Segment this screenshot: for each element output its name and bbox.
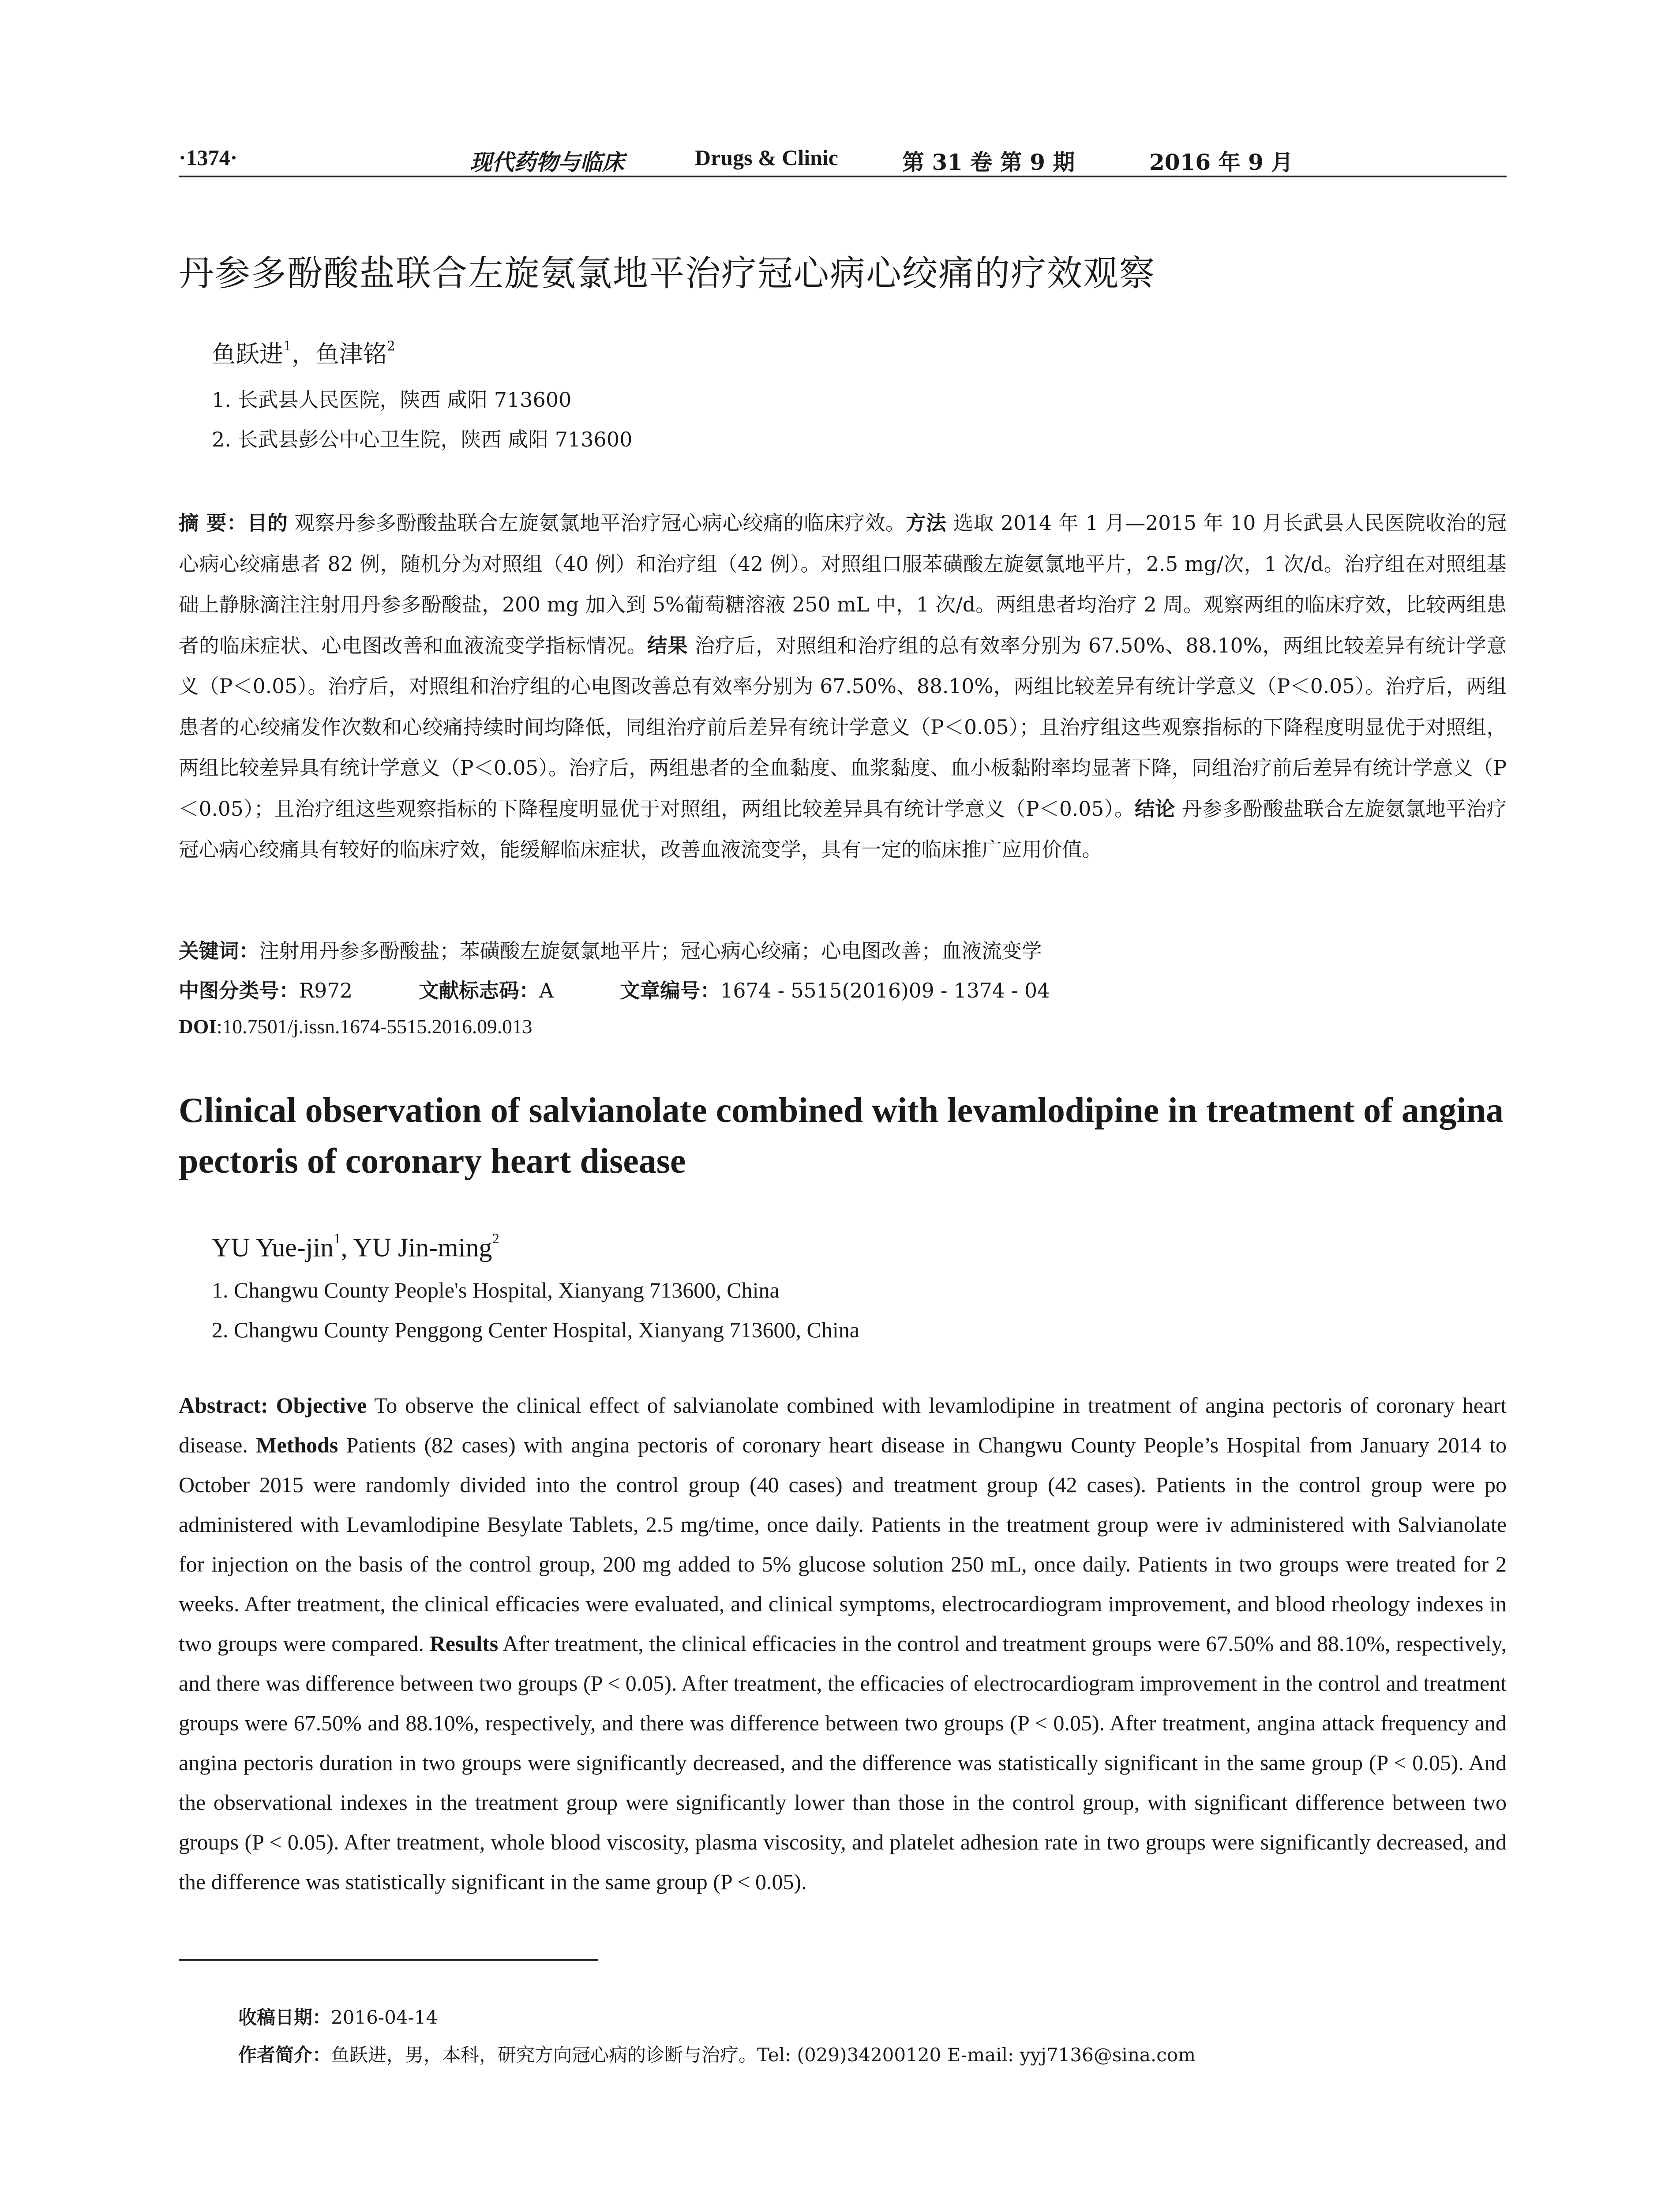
methods-label: Methods — [256, 1433, 338, 1457]
results-text: 治疗后，对照组和治疗组的总有效率分别为 67.50%、88.10%，两组比较差异有统计学意义（P＜0.05）。治疗后，对照组和治疗组的心电图改善总有效率分别为 67.50%、88.10%，两组比较差异有统计学意义（P＜0.05）。治疗后，两组患者的心绞痛发作次数和心绞痛持续时间均降低，同组治疗前后差异有统计学意义（P＜0.05）；且治疗组这些观察指标的下降程度明显优于对照组，两组比较差异具有统计学意义（P＜0.05）。治疗后，两组患者的全血黏度、血浆黏度、血小板黏附率均显著下降，同组治疗前后差异有统计学意义（P＜0.05）；且治疗组这些观察指标的下降程度明显优于对照组，两组比较差异具有统计学意义（P＜0.05）。 — [179, 634, 1507, 821]
author-name: YU Jin-ming — [353, 1233, 492, 1262]
abstract-label: 摘 要： — [179, 511, 248, 535]
header-rule — [179, 176, 1507, 177]
abstract-objective-label: Abstract: Objective — [179, 1393, 367, 1418]
author-affiliation-mark: 1 — [283, 338, 292, 354]
title-en: Clinical observation of salvianolate combined with levamlodipine in treatment of angina pectoris of coronary heart disease — [179, 1091, 1504, 1181]
author-info: 鱼跃进，男，本科，研究方向冠心病的诊断与治疗。Tel: (029)34200120 E-mail: yyj7136@sina.com — [331, 2044, 1196, 2066]
results-label: 结果 — [647, 634, 688, 657]
clc-label: 中图分类号： — [179, 979, 300, 1002]
objective-text: To observe the clinical effect of salvianolate combined with levamlodipine in treatment of angina pectoris of coronary heart disease. — [179, 1393, 1507, 1457]
objective-label: 目的 — [247, 511, 288, 535]
received-date-line — [238, 2003, 438, 2030]
doi-label: DOI — [179, 1015, 217, 1038]
methods-text: Patients (82 cases) with angina pectoris of coronary heart disease in Changwu County People’s Hospital from January 2014 to October 2015 were randomly divided into the control group (40 cases) and treatment group (42 cases). Patients in the control group were po administered with Levamlodipine Besylate Tablets, 2.5 mg/time, once daily. Patients in the treatment group were iv administered with Salvianolate for injection on the basis of the control group, 200 mg added to 5% glucose solution 250 mL, once daily. Patients in two groups were treated for 2 weeks. After treatment, the clinical efficacies were evaluated, and clinical symptoms, electrocardiogram improvement, and blood rheology indexes in two groups were compared. — [179, 1433, 1507, 1656]
journal-name-cn: 现代药物与临床 — [470, 150, 624, 175]
running-header — [179, 139, 1507, 175]
author-name: 鱼津铭 — [315, 340, 387, 368]
authors-en — [212, 1231, 499, 1263]
title-cn: 丹参多酚酸盐联合左旋氨氯地平治疗冠心病心绞痛的疗效观察 — [179, 253, 1155, 294]
doc-code-label: 文献标志码： — [419, 979, 540, 1002]
author-affiliation-mark: 2 — [492, 1231, 499, 1247]
results-label: Results — [429, 1631, 499, 1656]
author-affiliation-mark: 1 — [334, 1231, 341, 1247]
conclusion-text: 丹参多酚酸盐联合左旋氨氯地平治疗冠心病心绞痛具有较好的临床疗效，能缓解临床症状，改善血液流变学，具有一定的临床推广应用价值。 — [179, 797, 1507, 861]
doi-value[interactable]: :10.7501/j.issn.1674-5515.2016.09.013 — [216, 1015, 532, 1038]
clc-code: R972 — [299, 979, 353, 1002]
methods-text: 选取 2014 年 1 月—2015 年 10 月长武县人民医院收治的冠心病心绞痛患者 82 例，随机分为对照组（40 例）和治疗组（42 例）。对照组口服苯磺酸左旋氨氯地平片，2.5 mg/次，1 次/d。治疗组在对照组基础上静脉滴注注射用丹参多酚酸盐，200 mg 加入到 5%葡萄糖溶液 250 mL 中，1 次/d。两组患者均治疗 2 周。观察两组的临床疗效，比较两组患者的临床症状、心电图改善和血液流变学指标情况。 — [179, 511, 1507, 657]
author-separator: , — [341, 1233, 353, 1262]
footnote-rule — [179, 1959, 598, 1961]
author-info-label: 作者简介： — [238, 2044, 331, 2066]
received-date: 2016-04-14 — [331, 2007, 438, 2028]
keywords-line — [179, 935, 1042, 964]
volume-issue: 第 31 卷 第 9 期 — [902, 149, 1075, 175]
author-affiliation-mark: 2 — [386, 338, 395, 354]
keywords: 注射用丹参多酚酸盐；苯磺酸左旋氨氯地平片；冠心病心绞痛；心电图改善；血液流变学 — [259, 939, 1042, 963]
page-number: ·1374· — [179, 145, 238, 170]
abstract-cn — [179, 503, 1507, 870]
journal-name-en: Drugs & Clinic — [695, 145, 838, 170]
conclusion-label: 结论 — [1135, 797, 1176, 821]
abstract-en — [179, 1385, 1507, 1902]
article-number: 1674 - 5515(2016)09 - 1374 - 04 — [720, 979, 1050, 1002]
affiliation-en-1: 1. Changwu County People's Hospital, Xianyang 713600, China — [212, 1278, 780, 1302]
author-name: YU Yue-jin — [212, 1233, 334, 1262]
affiliation-en-2: 2. Changwu County Penggong Center Hospital, Xianyang 713600, China — [212, 1317, 859, 1342]
received-label: 收稿日期： — [238, 2007, 331, 2028]
issue-date: 2016 年 9 月 — [1149, 149, 1294, 175]
author-separator: ， — [291, 340, 315, 368]
objective-text: 观察丹参多酚酸盐联合左旋氨氯地平治疗冠心病心绞痛的临床疗效。 — [288, 511, 906, 535]
affiliation-cn-2: 2. 长武县彭公中心卫生院，陕西 咸阳 713600 — [212, 428, 633, 451]
authors-cn — [212, 335, 395, 369]
doi-line — [179, 1015, 532, 1038]
methods-label: 方法 — [906, 511, 947, 535]
doc-code: A — [539, 979, 554, 1002]
keywords-label: 关键词： — [179, 939, 259, 963]
author-name: 鱼跃进 — [212, 340, 283, 368]
classification-line — [179, 975, 1050, 1004]
author-info-line — [238, 2041, 1196, 2067]
results-text: After treatment, the clinical efficacies in the control and treatment groups were 67.50% and 88.10%, respectively, and there was difference between two groups (P < 0.05). After treatment, the efficacies of electrocardiogram improvement in the control and treatment groups were 67.50% and 88.10%, respectively, and there was difference between two groups (P < 0.05). After treatment, angina attack frequency and angina pectoris duration in two groups were significantly decreased, and the difference was statistically significant in the same group (P < 0.05). And the observational indexes in the treatment group were significantly lower than those in the control group, with significant difference between two groups (P < 0.05). After treatment, whole blood viscosity, plasma viscosity, and platelet adhesion rate in two groups were significantly decreased, and the difference was statistically significant in the same group (P < 0.05). — [179, 1631, 1507, 1894]
affiliation-cn-1: 1. 长武县人民医院，陕西 咸阳 713600 — [212, 388, 572, 412]
article-number-label: 文章编号： — [620, 979, 720, 1002]
